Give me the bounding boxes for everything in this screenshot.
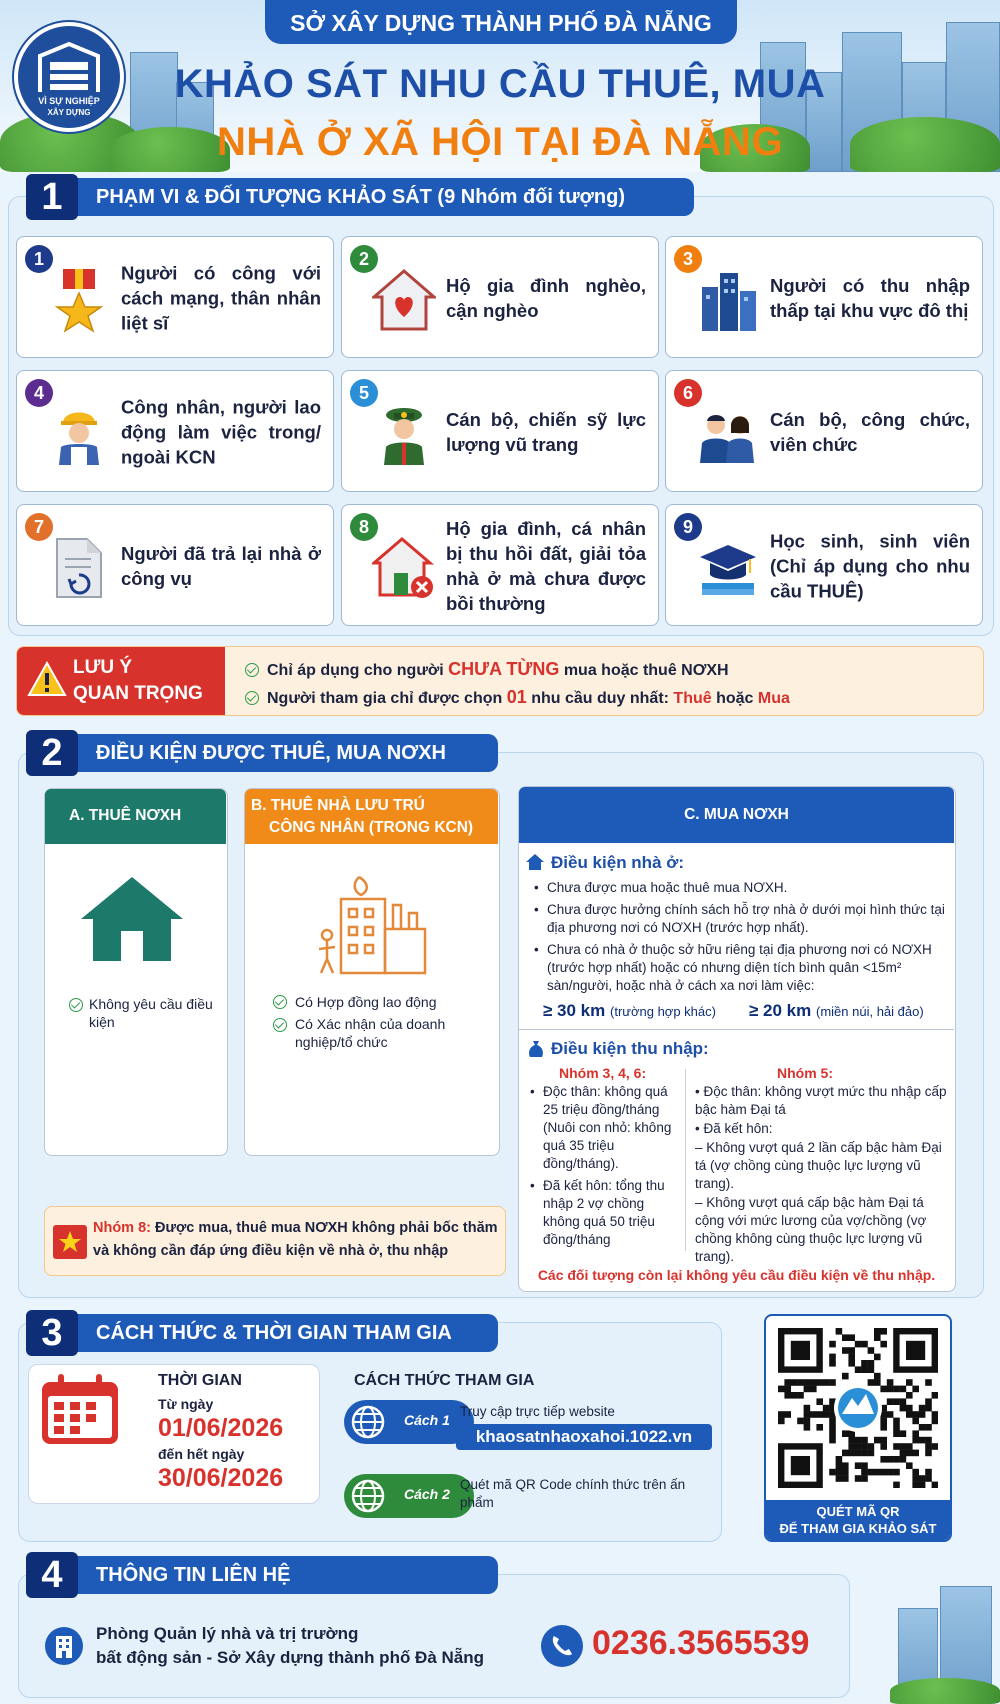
section2-title: ĐIỀU KIỆN ĐƯỢC THUÊ, MUA NƠXH: [54, 734, 498, 772]
group-description: Người có thu nhập thấp tại khu vực đô thị: [770, 275, 970, 321]
group-number-badge: 8: [350, 513, 378, 541]
income-note: Các đối tượng còn lại không yêu cầu điều kiện về thu nhập.: [537, 1267, 936, 1283]
col-b-title-2: CÔNG NHÂN (TRONG KCN): [269, 819, 474, 836]
notice-line-1: Chỉ áp dụng cho người CHƯA TỪNG mua hoặc thuê NƠXH: [245, 659, 729, 680]
section1-number: 1: [26, 174, 78, 220]
way-1-label: Cách 1: [404, 1412, 450, 1428]
section3-title: CÁCH THỨC & THỜI GIAN THAM GIA: [54, 1314, 498, 1352]
dept-line-1: Phòng Quản lý nhà và trị trường: [96, 1624, 359, 1643]
target-group-card: [665, 370, 983, 492]
col-a-item: Không yêu cầu điều kiện: [73, 995, 223, 1031]
apartment-illustration: [890, 1584, 1000, 1704]
globe-icon: [350, 1404, 386, 1440]
col-c-card: [518, 786, 956, 1292]
group-description: Cán bộ, chiến sỹ lực lượng vũ trang: [446, 409, 646, 455]
building-frame-icon: [36, 42, 102, 94]
condition-line: – Không vượt quá 2 lần cấp bậc hàm Đại tá (vợ chồng cùng thuộc lực lượng vũ trang).: [695, 1140, 942, 1191]
notice-label-box: [17, 647, 225, 715]
way-2-text: Quét mã QR Code chính thức trên ấn phẩm: [460, 1477, 686, 1510]
target-group-card: [341, 504, 659, 626]
group-description: Học sinh, sinh viên (Chỉ áp dụng cho nhu cầu THUÊ): [770, 530, 970, 602]
target-group-card: [16, 370, 334, 492]
group8-note: [44, 1206, 506, 1276]
agency-logo: [14, 22, 124, 132]
house-heart-icon: [372, 267, 436, 333]
calendar-icon: [40, 1372, 120, 1446]
condition-item: • Độc thân: không quá 25 triệu đồng/tháng (Nuôi con nhỏ: không quá 35 triệu đồng/tháng).: [527, 1083, 677, 1173]
money-bag-icon: [527, 1039, 545, 1059]
target-group-card: [16, 236, 334, 358]
vietnam-flag-icon: [53, 1225, 87, 1259]
qr-card: [764, 1314, 952, 1542]
condition-line: • Đã kết hôn:: [695, 1121, 773, 1136]
document-return-icon: [47, 535, 111, 601]
factory-worker-icon: [313, 869, 433, 979]
group-number-badge: 1: [25, 245, 53, 273]
group346-title: Nhóm 3, 4, 6:: [559, 1065, 647, 1081]
group-number-badge: 4: [25, 379, 53, 407]
group-number-badge: 6: [674, 379, 702, 407]
graduation-cap-icon: [696, 535, 760, 601]
way-1-row: [344, 1400, 708, 1448]
condition-line: • Độc thân: không vượt mức thu nhập cấp bậc hàm Đại tá: [695, 1084, 947, 1117]
target-group-card: [665, 236, 983, 358]
logo-text-2: XÂY DỰNG: [47, 108, 91, 117]
group-description: Hộ gia đình nghèo, cận nghèo: [446, 275, 646, 321]
from-date: 01/06/2026: [158, 1414, 284, 1442]
notice-line-2: Người tham gia chỉ được chọn 01 nhu cầu duy nhất: Thuê hoặc Mua: [245, 687, 790, 708]
condition-line: – Không vượt quá cấp bậc hàm Đại tá cộng với mức lương của vợ/chồng (vợ chồng không cùng thuộc lực lượng vũ trang).: [695, 1195, 927, 1264]
group346-conditions: [527, 1083, 677, 1253]
qr-caption-2: ĐỂ THAM GIA KHẢO SÁT: [779, 1521, 937, 1536]
notice-label-2: QUAN TRỌNG: [73, 683, 203, 704]
col-b-item-1: Có Hợp đồng lao động: [273, 993, 493, 1011]
home-small-icon: [525, 853, 545, 871]
way-1-text: Truy cập trực tiếp website: [460, 1404, 615, 1419]
to-date: 30/06/2026: [158, 1464, 284, 1492]
section3-number: 3: [26, 1310, 78, 1356]
website-link[interactable]: khaosatnhaoxahoi.1022.vn: [456, 1424, 712, 1450]
group-number-badge: 3: [674, 245, 702, 273]
phone-number[interactable]: 0236.3565539: [592, 1624, 810, 1662]
medal-icon: [47, 267, 111, 333]
col-b-card: [244, 788, 500, 1156]
agency-pill: SỞ XÂY DỰNG THÀNH PHỐ ĐÀ NẴNG: [265, 0, 737, 44]
way-2-label: Cách 2: [404, 1486, 450, 1502]
group-description: Người có công với cách mạng, thân nhân liệt sĩ: [121, 262, 321, 334]
col-c-title: C. MUA NƠXH: [684, 806, 789, 823]
important-notice: [16, 646, 984, 716]
way-2-row: [344, 1474, 708, 1522]
globe-icon: [350, 1478, 386, 1514]
section1-title: PHẠM VI & ĐỐI TƯỢNG KHẢO SÁT (9 Nhóm đối tượng): [54, 178, 694, 216]
city-buildings-icon: [696, 267, 760, 333]
distance-20: ≥ 20 km (miền núi, hải đảo): [749, 1001, 924, 1020]
distance-30: ≥ 30 km (trường hợp khác): [543, 1001, 716, 1020]
col-b-item-2: Có Xác nhận của doanh nghiệp/tổ chức: [273, 1015, 493, 1051]
house-cross-icon: [372, 535, 436, 601]
house-icon: [77, 873, 187, 963]
col-b-title-1: B. THUÊ NHÀ LƯU TRÚ: [251, 797, 425, 814]
col-a-card: [44, 788, 228, 1156]
qr-caption-1: QUÉT MÃ QR: [816, 1504, 900, 1519]
title-line-1: KHẢO SÁT NHU CẦU THUÊ, MUA: [174, 62, 826, 106]
section4-title: THÔNG TIN LIÊN HỆ: [54, 1556, 498, 1594]
group5-conditions: [695, 1083, 951, 1267]
logo-text-1: VÌ SỰ NGHIỆP: [38, 96, 100, 106]
income-title: Điều kiện thu nhập:: [551, 1039, 709, 1058]
dept-line-2: bất động sản - Sở Xây dựng thành phố Đà Nẵng: [96, 1648, 485, 1667]
group-description: Cán bộ, công chức, viên chức: [770, 409, 970, 455]
soldier-icon: [372, 401, 436, 467]
notice-label-1: LƯU Ý: [73, 657, 133, 678]
time-label: THỜI GIAN: [158, 1372, 242, 1389]
method-label: CÁCH THỨC THAM GIA: [354, 1372, 535, 1389]
group-number-badge: 2: [350, 245, 378, 273]
office-building-icon: [44, 1626, 84, 1666]
section4-number: 4: [26, 1552, 78, 1598]
qr-code[interactable]: [778, 1328, 938, 1488]
target-group-card: [665, 504, 983, 626]
group5-title: Nhóm 5:: [777, 1065, 833, 1081]
housing-title: Điều kiện nhà ở:: [551, 853, 684, 872]
target-group-card: [341, 236, 659, 358]
to-label: đến hết ngày: [158, 1446, 245, 1462]
section2-number: 2: [26, 730, 78, 776]
condition-item: • Chưa có nhà ở thuộc sở hữu riêng tại địa phương nơi có NƠXH (trước hợp nhất) hoặc có nhưng diện tích bình quân <15m² sàn/người, hoặc nhà ở cách xa nơi làm việc:: [531, 941, 951, 995]
warning-icon: [27, 661, 67, 697]
group-number-badge: 7: [25, 513, 53, 541]
condition-item: • Đã kết hôn: tổng thu nhập 2 vợ chồng không quá 50 triệu đồng/tháng: [527, 1177, 677, 1249]
target-group-card: [16, 504, 334, 626]
group-description: Hộ gia đình, cá nhân bị thu hồi đất, giải tỏa nhà ở mà chưa được bồi thường: [446, 518, 646, 614]
condition-item: • Chưa được mua hoặc thuê mua NƠXH.: [531, 879, 951, 897]
group-description: Người đã trả lại nhà ở công vụ: [121, 543, 321, 589]
title-line-2: NHÀ Ở XÃ HỘI TẠI ĐÀ NẴNG: [216, 120, 784, 164]
from-label: Từ ngày: [158, 1396, 214, 1412]
group-number-badge: 5: [350, 379, 378, 407]
target-group-card: [341, 370, 659, 492]
group-description: Công nhân, người lao động làm việc trong/ ngoài KCN: [121, 396, 321, 468]
officials-icon: [696, 401, 760, 467]
worker-icon: [47, 401, 111, 467]
phone-icon: [540, 1624, 584, 1668]
col-a-title: A. THUÊ NƠXH: [69, 807, 182, 824]
condition-item: • Chưa được hưởng chính sách hỗ trợ nhà ở dưới mọi hình thức tại địa phương nơi có NƠXH (trước hợp nhất).: [531, 901, 951, 937]
group8-text: Nhóm 8: Được mua, thuê mua NƠXH không phải bốc thăm và không cần đáp ứng điều kiện về nhà ở, thu nhập: [93, 1220, 498, 1259]
housing-conditions: [531, 879, 951, 999]
group-number-badge: 9: [674, 513, 702, 541]
